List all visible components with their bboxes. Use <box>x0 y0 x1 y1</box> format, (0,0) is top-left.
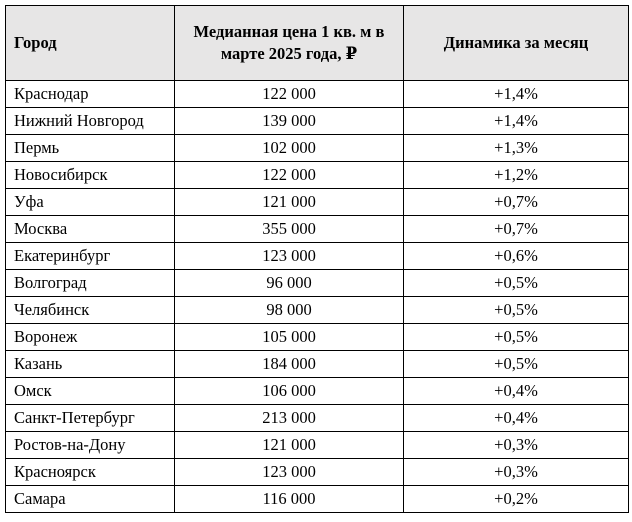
price-cell: 123 000 <box>175 243 404 270</box>
price-table <box>5 5 629 513</box>
header-change: Динамика за месяц <box>404 6 629 81</box>
price-cell: 123 000 <box>175 459 404 486</box>
header-city: Город <box>6 6 175 81</box>
table-row <box>6 135 629 162</box>
table-row <box>6 486 629 513</box>
city-cell: Пермь <box>6 135 175 162</box>
price-cell: 213 000 <box>175 405 404 432</box>
price-cell: 122 000 <box>175 162 404 189</box>
table-header <box>6 6 629 81</box>
change-cell: +0,4% <box>404 378 629 405</box>
table-row <box>6 162 629 189</box>
city-cell: Казань <box>6 351 175 378</box>
price-cell: 121 000 <box>175 432 404 459</box>
city-cell: Волгоград <box>6 270 175 297</box>
city-cell: Екатеринбург <box>6 243 175 270</box>
city-cell: Санкт-Петербург <box>6 405 175 432</box>
table-row <box>6 378 629 405</box>
table-row <box>6 432 629 459</box>
city-cell: Воронеж <box>6 324 175 351</box>
price-cell: 116 000 <box>175 486 404 513</box>
change-cell: +0,7% <box>404 216 629 243</box>
price-cell: 106 000 <box>175 378 404 405</box>
table-row <box>6 108 629 135</box>
city-cell: Омск <box>6 378 175 405</box>
price-cell: 139 000 <box>175 108 404 135</box>
table-row <box>6 405 629 432</box>
table-row <box>6 297 629 324</box>
change-cell: +0,5% <box>404 270 629 297</box>
table-row <box>6 459 629 486</box>
table-row <box>6 216 629 243</box>
price-cell: 105 000 <box>175 324 404 351</box>
city-cell: Ростов-на-Дону <box>6 432 175 459</box>
price-cell: 184 000 <box>175 351 404 378</box>
change-cell: +1,2% <box>404 162 629 189</box>
header-row <box>6 6 629 81</box>
change-cell: +1,4% <box>404 108 629 135</box>
city-cell: Нижний Новгород <box>6 108 175 135</box>
change-cell: +0,7% <box>404 189 629 216</box>
price-cell: 122 000 <box>175 81 404 108</box>
city-cell: Самара <box>6 486 175 513</box>
change-cell: +0,3% <box>404 432 629 459</box>
change-cell: +0,2% <box>404 486 629 513</box>
table-row <box>6 189 629 216</box>
table-row <box>6 81 629 108</box>
table-row <box>6 243 629 270</box>
change-cell: +0,5% <box>404 351 629 378</box>
header-price: Медианная цена 1 кв. м в марте 2025 года, ₽ <box>175 6 404 81</box>
city-cell: Уфа <box>6 189 175 216</box>
price-cell: 102 000 <box>175 135 404 162</box>
price-cell: 98 000 <box>175 297 404 324</box>
price-cell: 96 000 <box>175 270 404 297</box>
table-body <box>6 81 629 513</box>
city-cell: Москва <box>6 216 175 243</box>
change-cell: +0,4% <box>404 405 629 432</box>
city-cell: Челябинск <box>6 297 175 324</box>
table-row <box>6 351 629 378</box>
change-cell: +0,3% <box>404 459 629 486</box>
change-cell: +1,4% <box>404 81 629 108</box>
city-cell: Новосибирск <box>6 162 175 189</box>
city-cell: Красноярск <box>6 459 175 486</box>
table-row <box>6 324 629 351</box>
change-cell: +1,3% <box>404 135 629 162</box>
table-row <box>6 270 629 297</box>
change-cell: +0,6% <box>404 243 629 270</box>
change-cell: +0,5% <box>404 297 629 324</box>
city-cell: Краснодар <box>6 81 175 108</box>
change-cell: +0,5% <box>404 324 629 351</box>
price-cell: 355 000 <box>175 216 404 243</box>
price-cell: 121 000 <box>175 189 404 216</box>
